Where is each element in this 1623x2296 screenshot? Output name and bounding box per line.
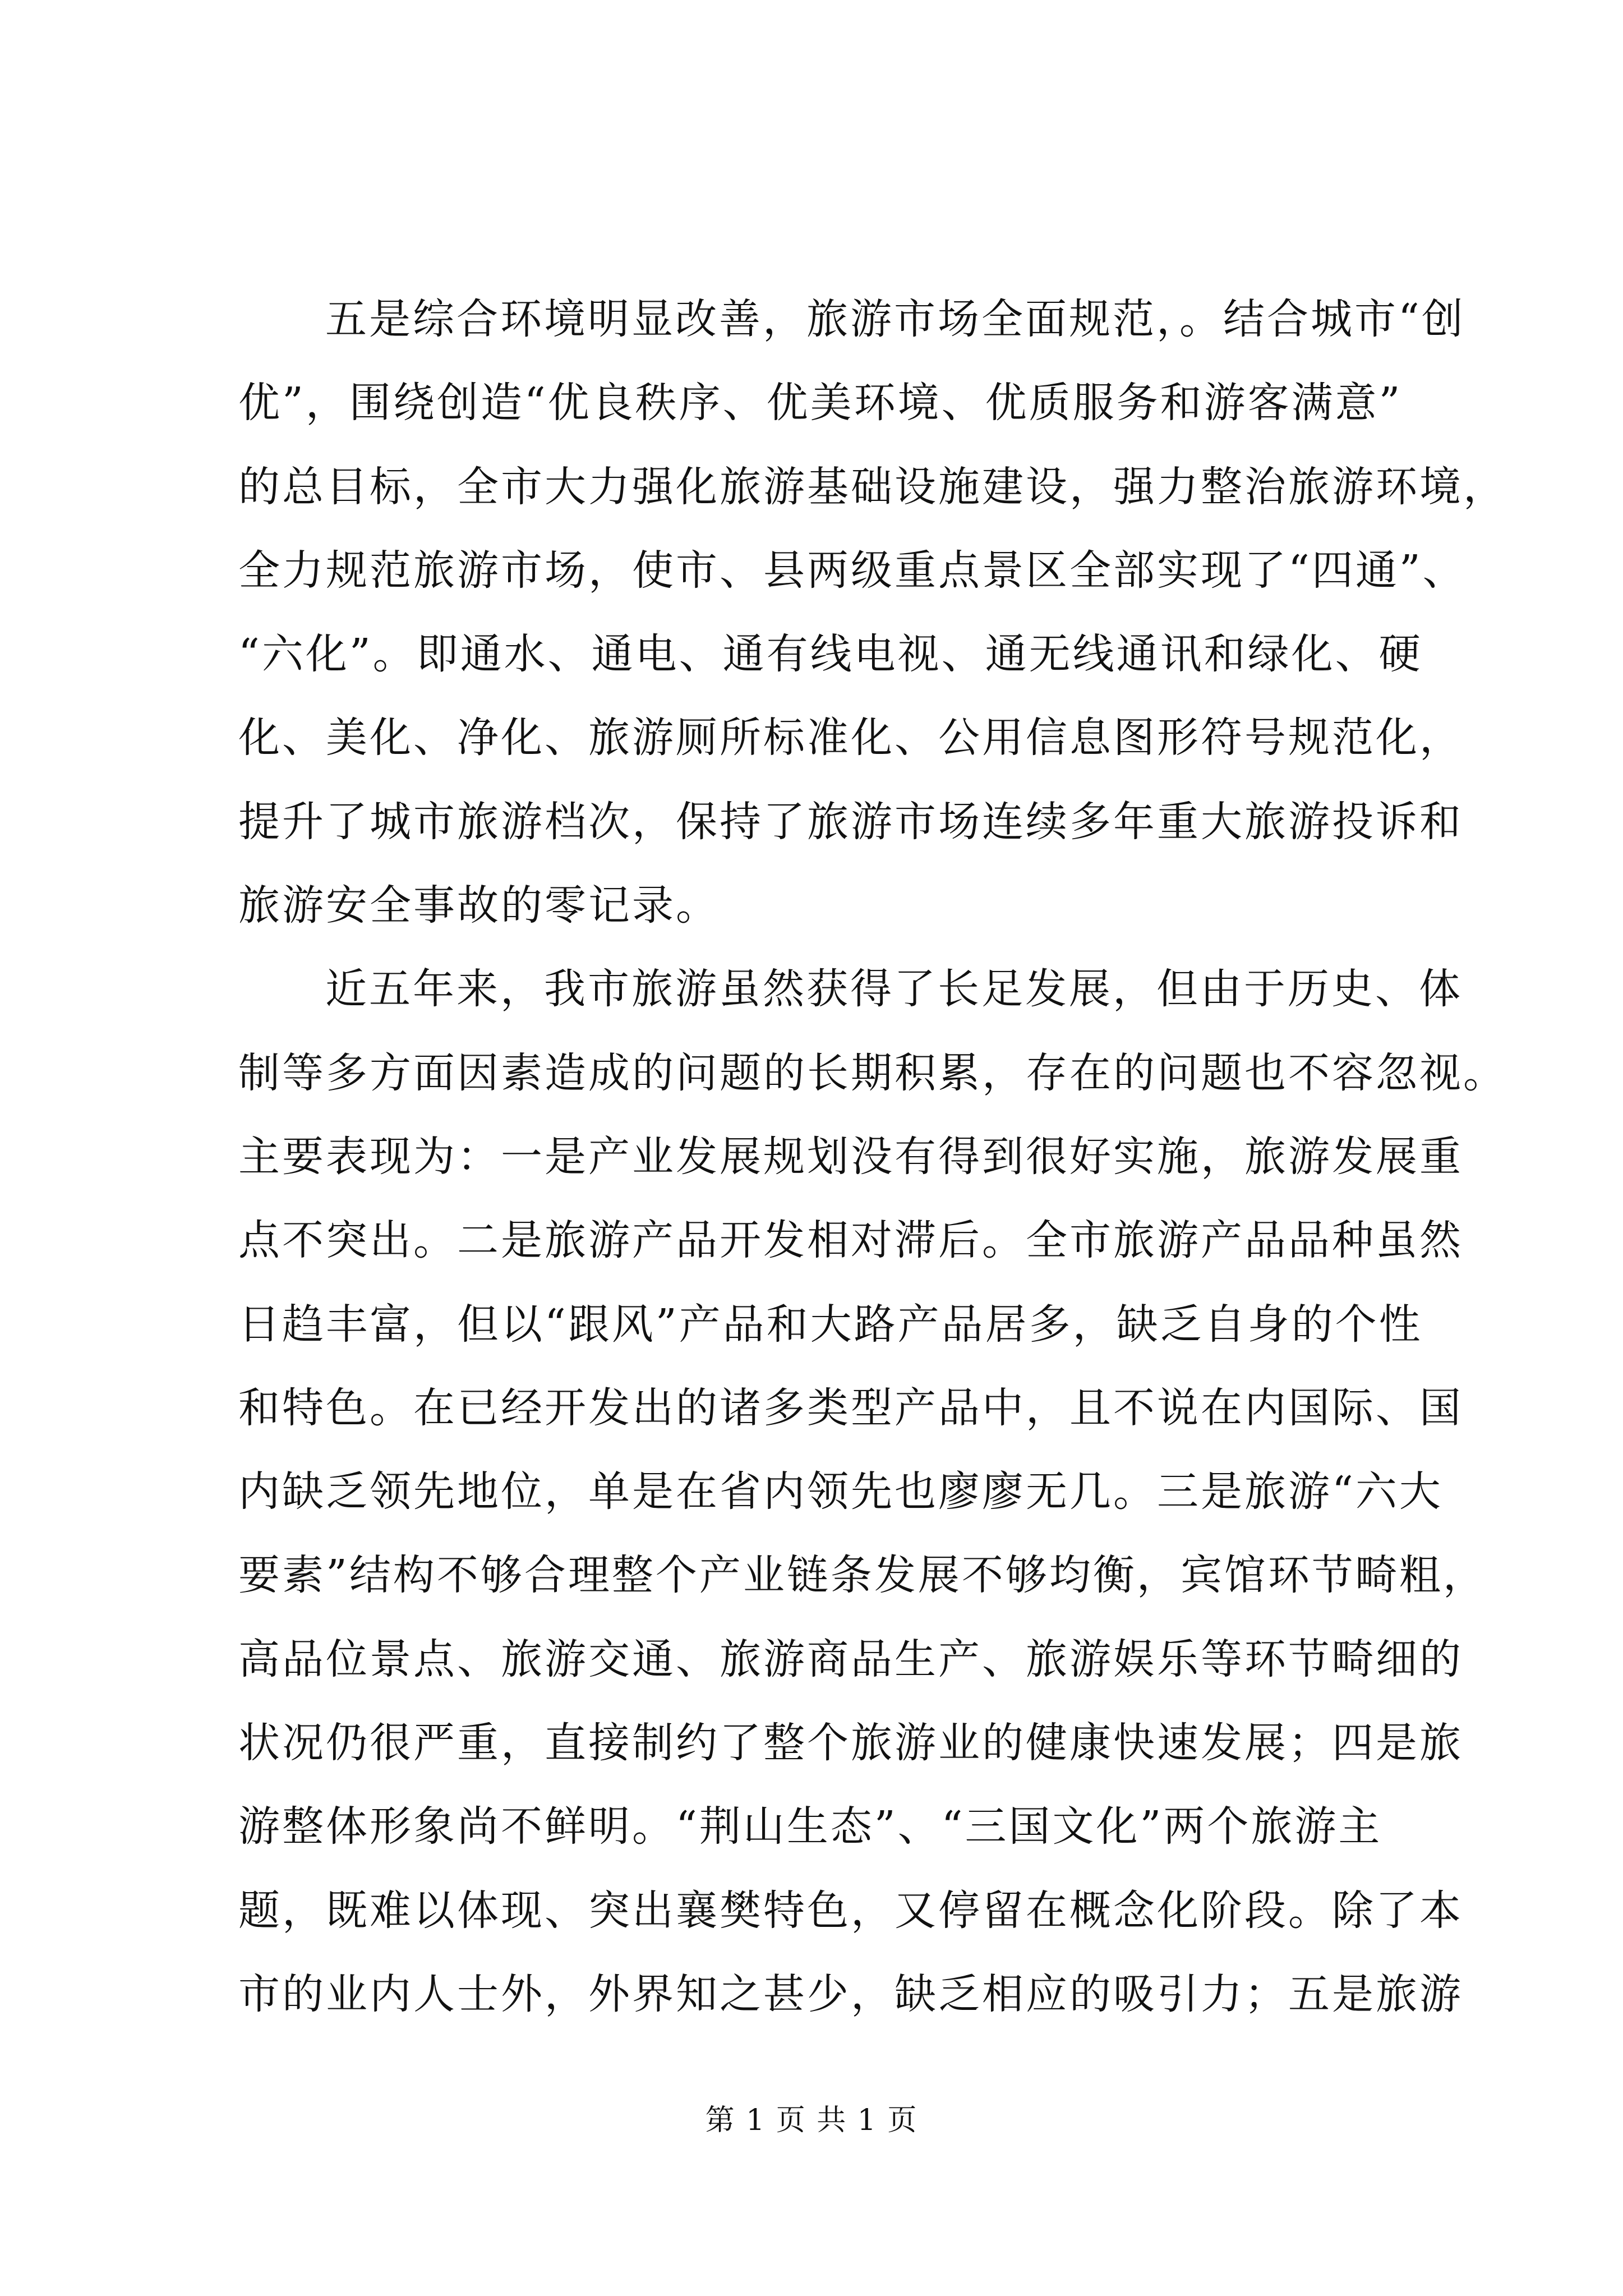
paragraph-line: 制等多方面因素造成的问题的长期积累，存在的问题也不容忽视。 xyxy=(238,1048,1507,1097)
paragraph-line: 全力规范旅游市场，使市、县两级重点景区全部实现了“四通”、 xyxy=(238,546,1467,595)
page-footer xyxy=(0,2101,1623,2140)
paragraph-line: 要素”结构不够合理整个产业链条发展不够均衡，宾馆环节畸粗， xyxy=(238,1551,1487,1600)
document-body xyxy=(238,278,1507,2036)
paragraph-line: 近五年来，我市旅游虽然获得了长足发展，但由于历史、体 xyxy=(325,965,1463,1014)
paragraph-line: 市的业内人士外，外界知之甚少，缺乏相应的吸引力；五是旅游 xyxy=(238,1970,1463,2018)
paragraph-line: 优”，围绕创造“优良秩序、优美环境、优质服务和游客满意” xyxy=(238,379,1403,427)
paragraph-line: 点不突出。二是旅游产品开发相对滞后。全市旅游产品品种虽然 xyxy=(238,1216,1463,1265)
paragraph-line: 的总目标，全市大力强化旅游基础设施建设，强力整治旅游环境， xyxy=(238,462,1507,511)
page-number-label: 第 1 页 共 1 页 xyxy=(705,2104,918,2137)
paragraph-line: 化、美化、净化、旅游厕所标准化、公用信息图形符号规范化， xyxy=(238,714,1463,762)
paragraph-line: 内缺乏领先地位，单是在省内领先也廖廖无几。三是旅游“六大 xyxy=(238,1467,1443,1516)
paragraph-line: 日趋丰富，但以“跟风”产品和大路产品居多，缺乏自身的个性 xyxy=(238,1300,1423,1349)
paragraph-line: 游整体形象尚不鲜明。“荆山生态”、“三国文化”两个旅游主 xyxy=(238,1802,1382,1851)
paragraph-line: 五是综合环境明显改善，旅游市场全面规范，。结合城市“创 xyxy=(325,295,1465,343)
paragraph-line: 主要表现为：一是产业发展规划没有得到很好实施，旅游发展重 xyxy=(238,1132,1463,1181)
paragraph-line: 提升了城市旅游档次，保持了旅游市场连续多年重大旅游投诉和 xyxy=(238,797,1463,846)
paragraph-line: 旅游安全事故的零记录。 xyxy=(238,881,720,930)
paragraph-line: 高品位景点、旅游交通、旅游商品生产、旅游娱乐等环节畸细的 xyxy=(238,1635,1463,1683)
paragraph-line: 状况仍很严重，直接制约了整个旅游业的健康快速发展；四是旅 xyxy=(238,1719,1463,1768)
paragraph-line: 题，既难以体现、突出襄樊特色，又停留在概念化阶段。除了本 xyxy=(238,1886,1463,1935)
paragraph-line: 和特色。在已经开发出的诸多类型产品中，且不说在内国际、国 xyxy=(238,1383,1463,1432)
paragraph-line: “六化”。即通水、通电、通有线电视、通无线通讯和绿化、硬 xyxy=(238,630,1423,679)
